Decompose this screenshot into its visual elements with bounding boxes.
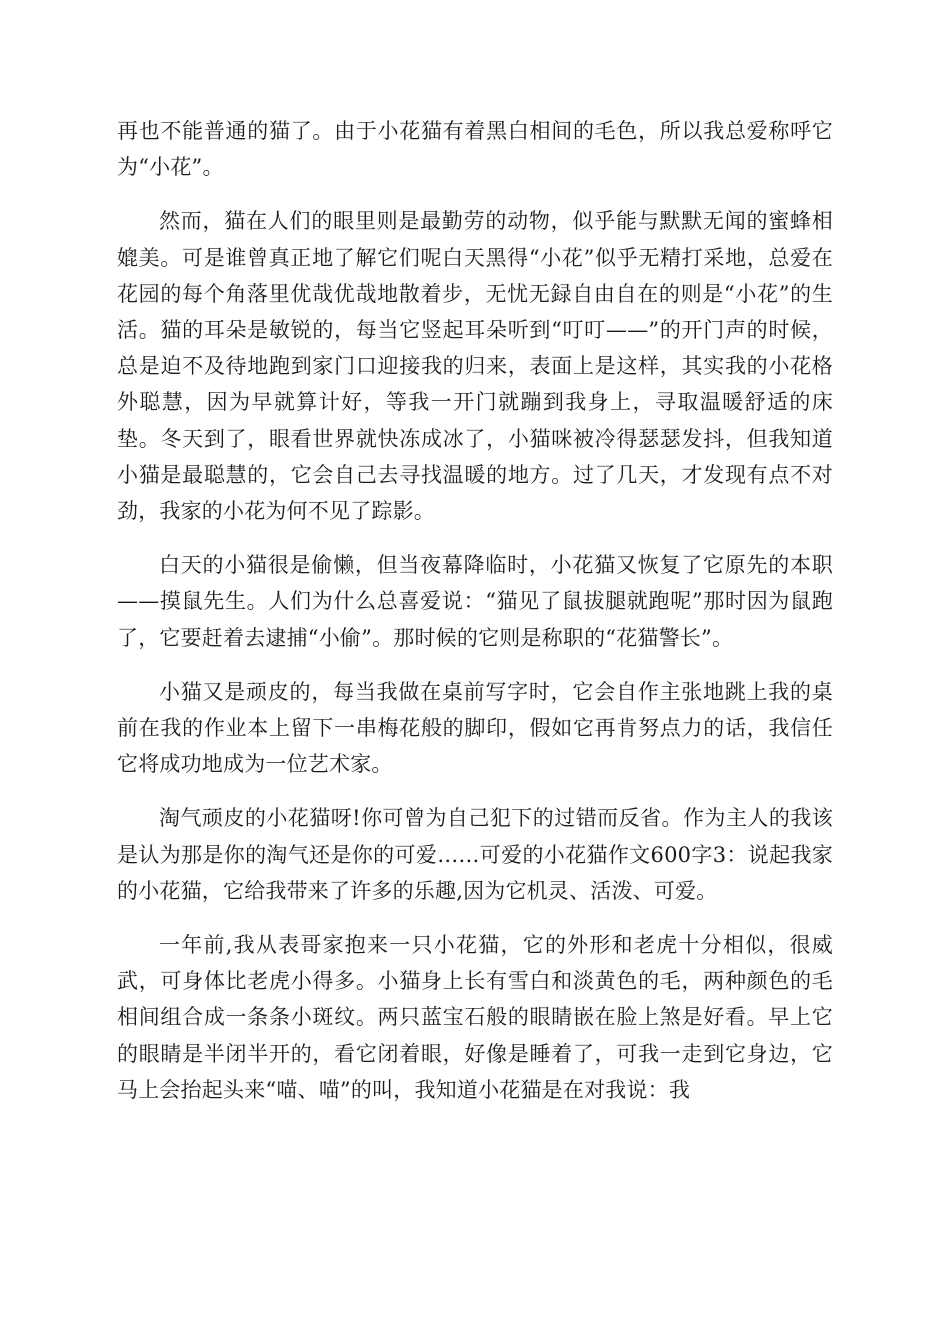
paragraph-3: 白天的小猫很是偷懒，但当夜幕降临时，小花猫又恢复了它原先的本职——摸鼠先生。人们为什么总喜爱说：“猫见了鼠拔腿就跑呢”那时因为鼠跑了，它要赶着去逮捕“小偷”。那时候的它则是称职的“花猫警长”。: [117, 553, 833, 650]
paragraph-2: 然而，猫在人们的眼里则是最勤劳的动物，似乎能与默默无闻的蜜蜂相媲美。可是谁曾真正地了解它们呢白天黑得“小花”似乎无精打采地，总爱在花园的每个角落里优哉优哉地散着步，无忧无録自由自在的则是“小花”的生活。猫的耳朵是敏锐的，每当它竖起耳朵听到“叮叮——”的开门声的时候，总是迫不及待地跑到家门口迎接我的归来，表面上是这样，其实我的小花格外聪慧，因为早就算计好，等我一开门就蹦到我身上，寻取温暖舒适的床垫。冬天到了，眼看世界就快冻成冰了，小猫咪被冷得瑟瑟发抖，但我知道小猫是最聪慧的，它会自己去寻找温暖的地方。过了几天，才发现有点不对劲，我家的小花为何不见了踪影。: [117, 209, 833, 524]
paragraph-5: 淘气顽皮的小花猫呀!你可曾为自己犯下的过错而反省。作为主人的我该是认为那是你的淘气还是你的可爱……可爱的小花猫作文600字3：说起我家的小花猫，它给我带来了许多的乐趣,因为它机灵、活泼、可爱。: [117, 806, 833, 903]
paragraph-4: 小猫又是顽皮的，每当我做在桌前写字时，它会自作主张地跳上我的桌前在我的作业本上留下一串梅花般的脚印，假如它再肯努点力的话，我信任它将成功地成为一位艺术家。: [117, 679, 833, 777]
paragraph-1: 再也不能普通的猫了。由于小花猫有着黑白相间的毛色，所以我总爱称呼它为“小花”。: [117, 119, 833, 180]
document-body: [117, 113, 833, 1126]
paragraph-6: 一年前,我从表哥家抱来一只小花猫，它的外形和老虎十分相似，很威武，可身体比老虎小得多。小猫身上长有雪白和淡黄色的毛，两种颜色的毛相间组合成一条条小斑纹。两只蓝宝石般的眼睛嵌在脸上煞是好看。早上它的眼睛是半闭半开的，看它闭着眼，好像是睡着了，可我一走到它身边，它马上会抬起头来“喵、喵”的叫，我知道小花猫是在对我说：我: [117, 933, 833, 1102]
